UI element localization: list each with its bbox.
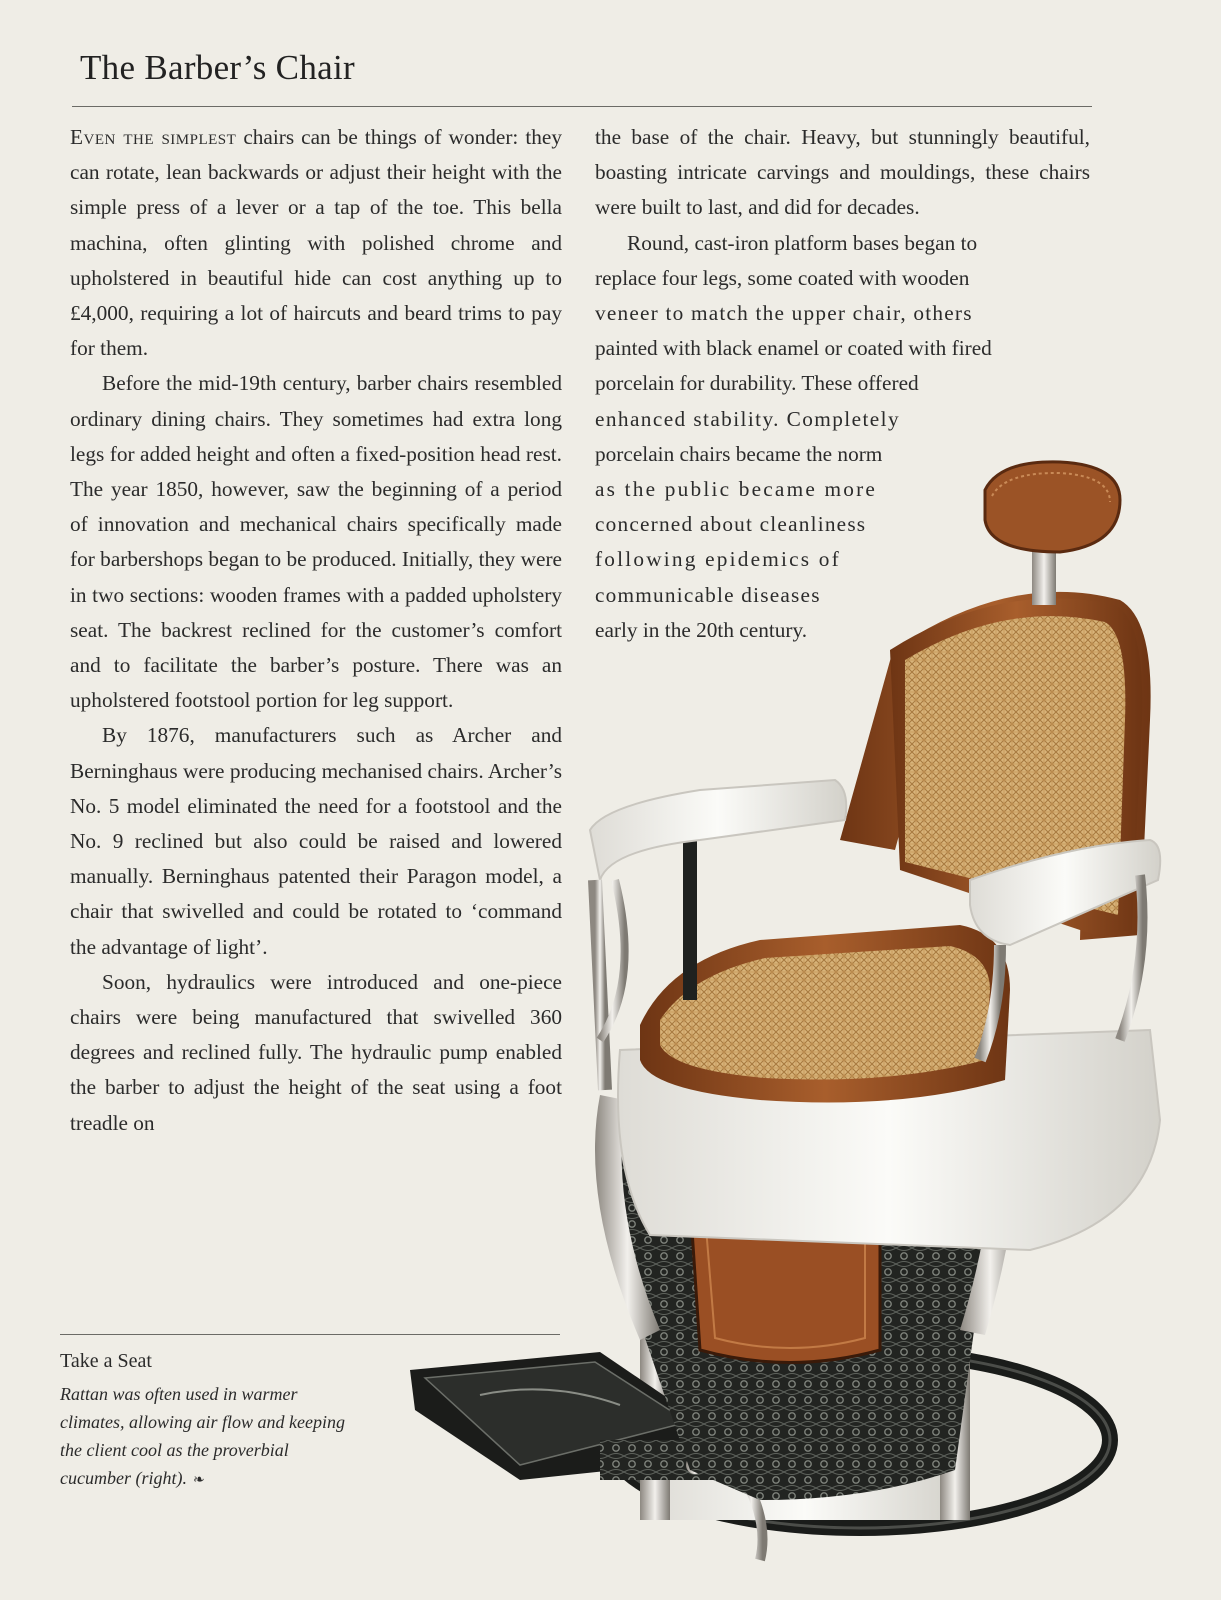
right-column (595, 120, 1090, 648)
paragraph-6-line: replace four legs, some coated with wooden (595, 265, 970, 290)
paragraph-2: Before the mid-19th century, barber chairs resembled ordinary dining chairs. They sometimes had extra long legs for added height and often a fixed-position head rest. The year 1850, however, saw the beginning of a period of innovation and mechanical chairs specifically made for barbershops began to be produced. Initially, they were in two sections: wooden frames with a padded upholstery seat. The backrest reclined for the customer’s comfort and to facilitate the barber’s posture. There was an upholstered footstool portion for leg support. (70, 371, 562, 713)
paragraph-6-line: communicable diseases (595, 582, 821, 607)
porcelain-seat-base (618, 1030, 1160, 1250)
paragraph-6-line: early in the 20th century. (595, 617, 808, 642)
left-column (70, 120, 562, 1141)
paragraph-6-line: porcelain for durability. These offered (595, 371, 919, 396)
paragraph-6-line: Round, cast-iron platform bases began to (627, 230, 978, 255)
chrome-supports (595, 1080, 1021, 1340)
caption-body (60, 1380, 350, 1495)
paragraph-1-text: chairs can be things of wonder: they can rotate, lean backwards or adjust their height with the simple press of a lever or a tap of the toe. This bella machina, often glinting with polished chrome and upholstered in beautiful hide can cost anything up to £4,000, requiring a lot of haircuts and beard trims to pay for them. (70, 125, 562, 361)
paragraph-6-line: veneer to match the upper chair, others (595, 301, 973, 326)
backrest-rod (683, 820, 697, 1000)
lead-in-smallcaps: Even the simplest (70, 125, 237, 149)
paragraph-1 (70, 120, 562, 366)
right-armrest (970, 840, 1160, 1060)
fleuron-icon: ❧ (192, 1473, 205, 1488)
title-divider (72, 106, 1092, 107)
base-ring (610, 1352, 1110, 1528)
left-armrest (590, 780, 846, 1090)
cast-iron-pedestal (615, 1145, 985, 1500)
cane-seat (640, 925, 1010, 1103)
paragraph-6-line: concerned about cleanliness (595, 512, 867, 537)
paragraph-5: the base of the chair. Heavy, but stunningly beautiful, boasting intricate carvings and mouldings, these chairs were built to last, and did for decades. (595, 125, 1090, 220)
hydraulic-column (640, 1270, 970, 1520)
paragraph-6-line: as the public became more (595, 477, 878, 502)
paragraph-6-line: following epidemics of (595, 547, 841, 572)
paragraph-6-line: painted with black enamel or coated with fired (595, 336, 992, 361)
paragraph-6-line: porcelain chairs became the norm (595, 441, 883, 466)
paragraph-6-line: enhanced stability. Completely (595, 406, 900, 431)
paragraph-4: Soon, hydraulics were introduced and one-piece chairs were being manufactured that swivelled 360 degrees and reclined fully. The hydraulic pump enabled the barber to adjust the height of the seat using a foot treadle on (70, 969, 562, 1135)
caption-heading: Take a Seat (60, 1350, 152, 1372)
paragraph-6 (595, 226, 1090, 648)
footrest (410, 1352, 763, 1560)
paragraph-3: By 1876, manufacturers such as Archer and Berninghaus were producing mechanised chairs. Archer’s No. 5 model eliminated the need for a footstool and the No. 9 reclined but also could be raised and lowered manually. Berninghaus patented their Paragon model, a chair that swivelled and could be rotated to ‘command the advantage of light’. (70, 723, 562, 959)
caption-text: Rattan was often used in warmer climates, allowing air flow and keeping the client cool as the proverbial cucumber (right). (60, 1384, 345, 1488)
caption-divider (60, 1334, 560, 1335)
page-title: The Barber’s Chair (80, 48, 355, 87)
